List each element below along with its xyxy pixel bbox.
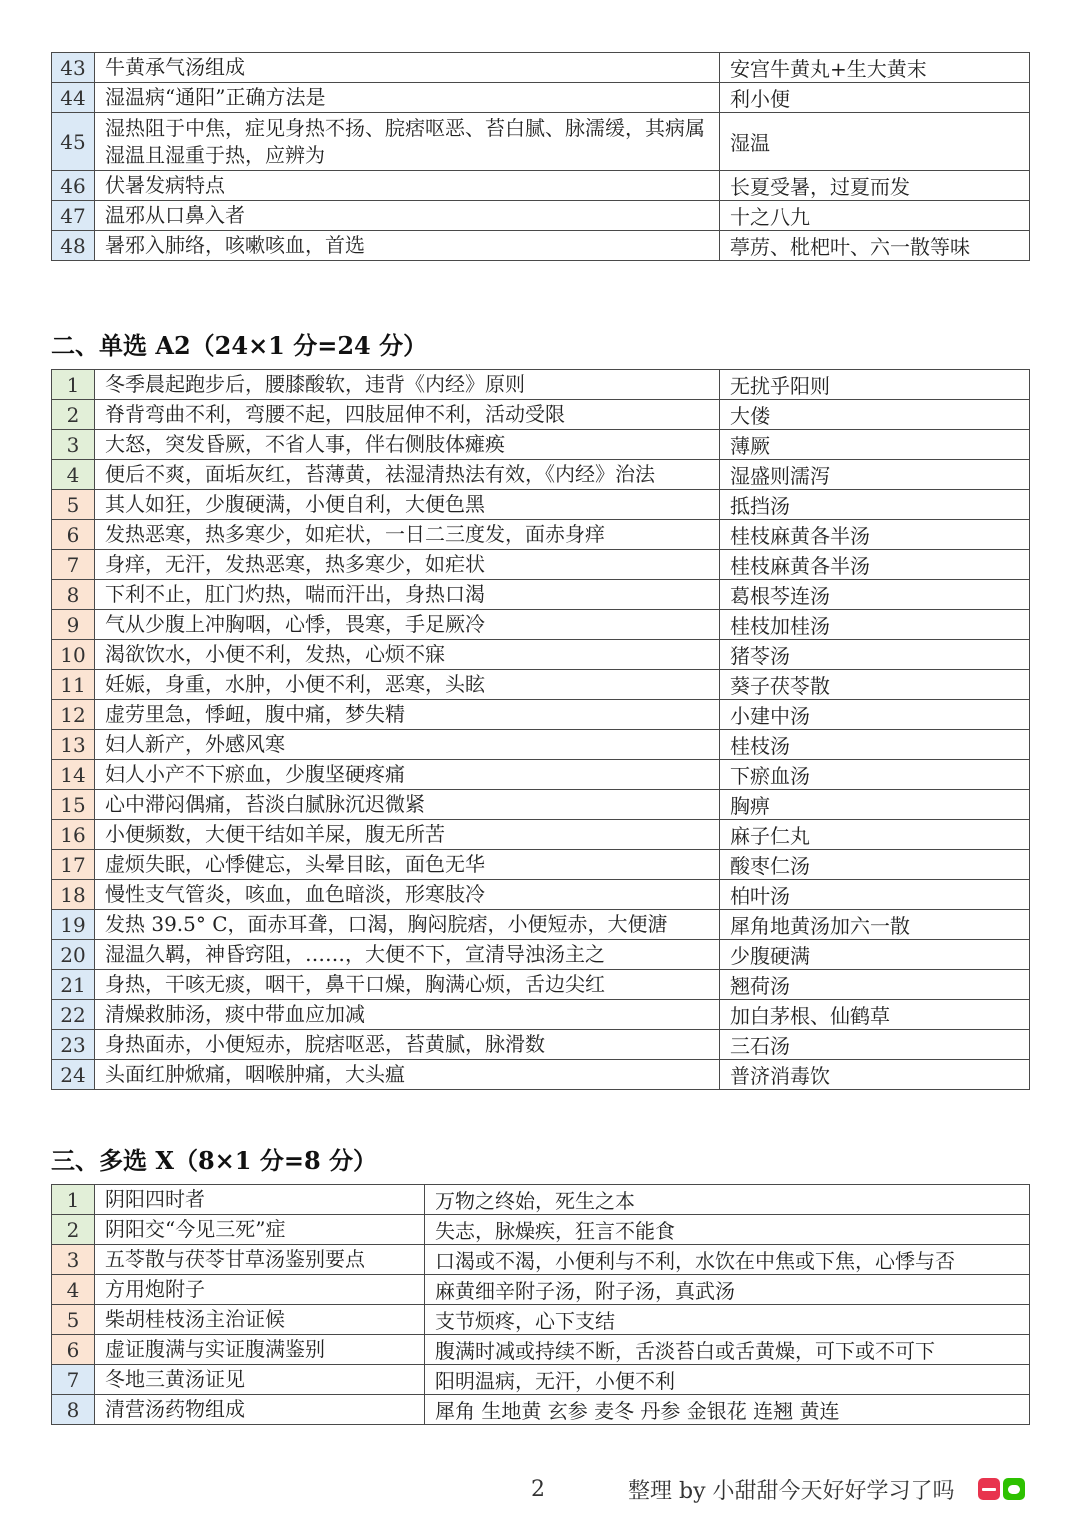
table-row [52, 113, 1030, 171]
answer-cell: 麻子仁丸 [720, 820, 1030, 850]
table-row [52, 370, 1030, 400]
question-cell: 便后不爽，面垢灰红，苔薄黄，祛湿清热法有效，《内经》治法 [95, 460, 720, 490]
row-number: 48 [52, 231, 95, 261]
table-row [52, 940, 1030, 970]
question-cell: 气从少腹上冲胸咽，心悸，畏寒，手足厥冷 [95, 610, 720, 640]
row-number: 44 [52, 83, 95, 113]
row-number: 11 [52, 670, 95, 700]
table-part1-continued [51, 52, 1030, 261]
row-number: 7 [52, 550, 95, 580]
answer-cell: 腹满时减或持续不断，舌淡苔白或舌黄燥，可下或不可下 [425, 1335, 1030, 1365]
question-cell: 虚证腹满与实证腹满鉴别 [95, 1335, 425, 1365]
row-number: 2 [52, 400, 95, 430]
question-cell: 渴欲饮水，小便不利，发热，心烦不寐 [95, 640, 720, 670]
row-number: 8 [52, 580, 95, 610]
row-number: 19 [52, 910, 95, 940]
answer-cell: 麻黄细辛附子汤，附子汤，真武汤 [425, 1275, 1030, 1305]
answer-cell: 桂枝加桂汤 [720, 610, 1030, 640]
table-row [52, 1215, 1030, 1245]
answer-cell: 少腹硬满 [720, 940, 1030, 970]
question-cell: 阴阳四时者 [95, 1185, 425, 1215]
row-number: 3 [52, 1245, 95, 1275]
table-row [52, 760, 1030, 790]
answer-cell: 翘荷汤 [720, 970, 1030, 1000]
answer-cell: 口渴或不渴，小便利与不利，水饮在中焦或下焦，心悸与否 [425, 1245, 1030, 1275]
answer-cell: 猪苓汤 [720, 640, 1030, 670]
answer-cell: 万物之终始，死生之本 [425, 1185, 1030, 1215]
table-row [52, 880, 1030, 910]
table-row [52, 1365, 1030, 1395]
xiaohongshu-icon [978, 1478, 1000, 1500]
question-cell: 身热，干咳无痰，咽干，鼻干口燥，胸满心烦，舌边尖红 [95, 970, 720, 1000]
row-number: 23 [52, 1030, 95, 1060]
answer-cell: 大偻 [720, 400, 1030, 430]
question-cell: 湿温病“通阳”正确方法是 [95, 83, 720, 113]
answer-cell: 加白茅根、仙鹤草 [720, 1000, 1030, 1030]
table-row [52, 1275, 1030, 1305]
table-row [52, 1395, 1030, 1425]
answer-cell: 失志，脉燥疾，狂言不能食 [425, 1215, 1030, 1245]
question-cell: 冬地三黄汤证见 [95, 1365, 425, 1395]
table-row [52, 1000, 1030, 1030]
question-cell: 虚烦失眠，心悸健忘，头晕目眩，面色无华 [95, 850, 720, 880]
table-row [52, 430, 1030, 460]
table-row [52, 83, 1030, 113]
row-number: 13 [52, 730, 95, 760]
table-row [52, 640, 1030, 670]
page-number: 2 [531, 1477, 545, 1502]
row-number: 20 [52, 940, 95, 970]
table-row [52, 520, 1030, 550]
row-number: 43 [52, 53, 95, 83]
question-cell: 暑邪入肺络，咳嗽咳血，首选 [95, 231, 720, 261]
question-cell: 冬季晨起跑步后，腰膝酸软，违背《内经》原则 [95, 370, 720, 400]
question-cell: 脊背弯曲不利，弯腰不起，四肢屈伸不利，活动受限 [95, 400, 720, 430]
row-number: 3 [52, 430, 95, 460]
answer-cell: 犀角 生地黄 玄参 麦冬 丹参 金银花 连翘 黄连 [425, 1395, 1030, 1425]
row-number: 15 [52, 790, 95, 820]
answer-cell: 葵子茯苓散 [720, 670, 1030, 700]
answer-cell: 三石汤 [720, 1030, 1030, 1060]
row-number: 6 [52, 1335, 95, 1365]
row-number: 1 [52, 1185, 95, 1215]
answer-cell: 葛根芩连汤 [720, 580, 1030, 610]
row-number: 5 [52, 490, 95, 520]
row-number: 6 [52, 520, 95, 550]
row-number: 2 [52, 1215, 95, 1245]
question-cell: 妊娠，身重，水肿，小便不利，恶寒，头眩 [95, 670, 720, 700]
row-number: 21 [52, 970, 95, 1000]
table-row [52, 850, 1030, 880]
question-cell: 湿温久羁，神昏窍阻，……，大便不下，宣清导浊汤主之 [95, 940, 720, 970]
answer-cell: 利小便 [720, 83, 1030, 113]
question-cell: 伏暑发病特点 [95, 171, 720, 201]
question-cell: 发热恶寒，热多寒少，如疟状，一日二三度发，面赤身痒 [95, 520, 720, 550]
row-number: 14 [52, 760, 95, 790]
table-single-choice-a2 [51, 369, 1030, 1090]
question-cell: 发热 39.5° C，面赤耳聋，口渴，胸闷脘痞，小便短赤，大便溏 [95, 910, 720, 940]
question-cell: 湿热阻于中焦，症见身热不扬、脘痞呕恶、苔白腻、脉濡缓，其病属湿温且湿重于热，应辨为 [95, 113, 720, 171]
question-cell: 方用炮附子 [95, 1275, 425, 1305]
question-cell: 阴阳交“今见三死”症 [95, 1215, 425, 1245]
row-number: 7 [52, 1365, 95, 1395]
table-row [52, 460, 1030, 490]
answer-cell: 支节烦疼，心下支结 [425, 1305, 1030, 1335]
wechat-icon [1003, 1478, 1025, 1500]
table-row [52, 610, 1030, 640]
question-cell: 清营汤药物组成 [95, 1395, 425, 1425]
answer-cell: 安宫牛黄丸+生大黄末 [720, 53, 1030, 83]
question-cell: 牛黄承气汤组成 [95, 53, 720, 83]
row-number: 4 [52, 460, 95, 490]
answer-cell: 桂枝麻黄各半汤 [720, 550, 1030, 580]
answer-cell: 柏叶汤 [720, 880, 1030, 910]
answer-cell: 抵挡汤 [720, 490, 1030, 520]
row-number: 5 [52, 1305, 95, 1335]
answer-cell: 十之八九 [720, 201, 1030, 231]
question-cell: 温邪从口鼻入者 [95, 201, 720, 231]
answer-cell: 胸痹 [720, 790, 1030, 820]
table-row [52, 550, 1030, 580]
question-cell: 身痒，无汗，发热恶寒，热多寒少，如疟状 [95, 550, 720, 580]
row-number: 4 [52, 1275, 95, 1305]
row-number: 8 [52, 1395, 95, 1425]
table-row [52, 490, 1030, 520]
question-cell: 心中滞闷偶痛，苔淡白腻脉沉迟微紧 [95, 790, 720, 820]
section-title-multiple-choice-x: 三、多选 X（8×1 分=8 分） [51, 1146, 378, 1175]
question-cell: 慢性支气管炎，咳血，血色暗淡，形寒肢冷 [95, 880, 720, 910]
row-number: 9 [52, 610, 95, 640]
answer-cell: 薄厥 [720, 430, 1030, 460]
table-row [52, 201, 1030, 231]
table-row [52, 1335, 1030, 1365]
table-row [52, 970, 1030, 1000]
section-title-single-choice-a2: 二、单选 A2（24×1 分=24 分） [51, 331, 428, 360]
table-row [52, 1030, 1030, 1060]
table-row [52, 171, 1030, 201]
answer-cell: 犀角地黄汤加六一散 [720, 910, 1030, 940]
row-number: 46 [52, 171, 95, 201]
table-row [52, 1305, 1030, 1335]
row-number: 47 [52, 201, 95, 231]
question-cell: 五苓散与茯苓甘草汤鉴别要点 [95, 1245, 425, 1275]
answer-cell: 长夏受暑，过夏而发 [720, 171, 1030, 201]
table-row [52, 700, 1030, 730]
table-row [52, 231, 1030, 261]
footer-icons [978, 1478, 1025, 1500]
row-number: 17 [52, 850, 95, 880]
footer-credit: 整理 by 小甜甜今天好好学习了吗 [628, 1479, 955, 1504]
question-cell: 清燥救肺汤，痰中带血应加减 [95, 1000, 720, 1030]
row-number: 10 [52, 640, 95, 670]
answer-cell: 酸枣仁汤 [720, 850, 1030, 880]
answer-cell: 小建中汤 [720, 700, 1030, 730]
answer-cell: 葶苈、枇杷叶、六一散等味 [720, 231, 1030, 261]
question-cell: 头面红肿焮痛，咽喉肿痛，大头瘟 [95, 1060, 720, 1090]
answer-cell: 桂枝汤 [720, 730, 1030, 760]
answer-cell: 阳明温病，无汗，小便不利 [425, 1365, 1030, 1395]
row-number: 45 [52, 113, 95, 171]
answer-cell: 湿盛则濡泻 [720, 460, 1030, 490]
question-cell: 妇人新产，外感风寒 [95, 730, 720, 760]
row-number: 22 [52, 1000, 95, 1030]
table-row [52, 1185, 1030, 1215]
question-cell: 小便频数，大便干结如羊屎，腹无所苦 [95, 820, 720, 850]
table-row [52, 730, 1030, 760]
table-row [52, 670, 1030, 700]
answer-cell: 湿温 [720, 113, 1030, 171]
question-cell: 妇人小产不下瘀血，少腹坚硬疼痛 [95, 760, 720, 790]
answer-cell: 普济消毒饮 [720, 1060, 1030, 1090]
table-multiple-choice-x [51, 1184, 1030, 1425]
row-number: 18 [52, 880, 95, 910]
table-row [52, 1060, 1030, 1090]
row-number: 16 [52, 820, 95, 850]
table-row [52, 910, 1030, 940]
question-cell: 身热面赤，小便短赤，脘痞呕恶，苔黄腻，脉滑数 [95, 1030, 720, 1060]
row-number: 1 [52, 370, 95, 400]
answer-cell: 下瘀血汤 [720, 760, 1030, 790]
question-cell: 下利不止，肛门灼热，喘而汗出，身热口渴 [95, 580, 720, 610]
table-row [52, 820, 1030, 850]
table-row [52, 53, 1030, 83]
question-cell: 虚劳里急，悸衄，腹中痛，梦失精 [95, 700, 720, 730]
row-number: 12 [52, 700, 95, 730]
question-cell: 其人如狂，少腹硬满，小便自利，大便色黑 [95, 490, 720, 520]
table-row [52, 1245, 1030, 1275]
answer-cell: 桂枝麻黄各半汤 [720, 520, 1030, 550]
question-cell: 柴胡桂枝汤主治证候 [95, 1305, 425, 1335]
table-row [52, 580, 1030, 610]
table-row [52, 790, 1030, 820]
answer-cell: 无扰乎阳则 [720, 370, 1030, 400]
table-row [52, 400, 1030, 430]
question-cell: 大怒，突发昏厥，不省人事，伴右侧肢体瘫痪 [95, 430, 720, 460]
row-number: 24 [52, 1060, 95, 1090]
